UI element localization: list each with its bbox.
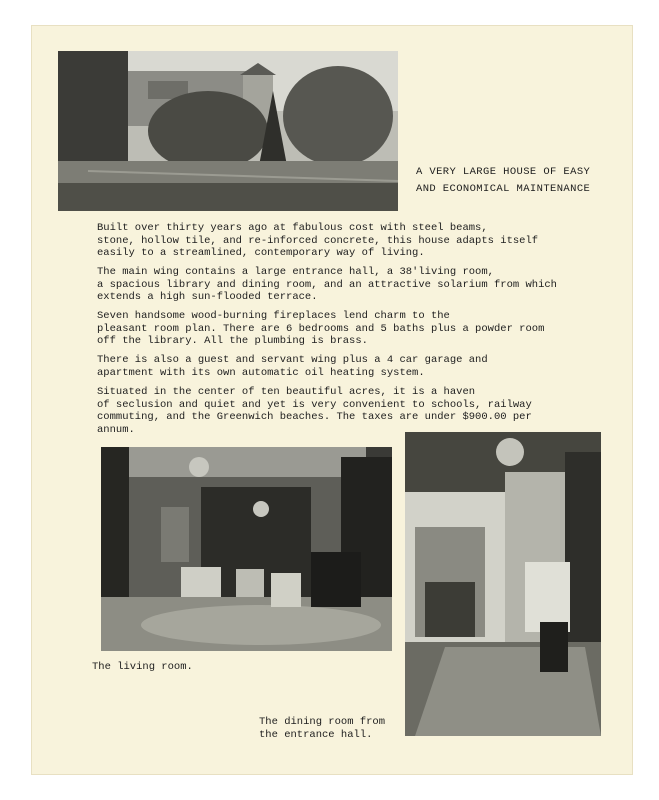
living-room-caption: The living room. [92,661,193,673]
living-room-photo [101,447,392,651]
description-paragraph-1: Built over thirty years ago at fabulous cost with steel beams, stone, hollow tile, and re-inforced concrete, this house adapts itself easily to a streamlined, contemporary way of living. [97,222,539,260]
listing-heading-line-2: AND ECONOMICAL MAINTENANCE [416,183,591,195]
dining-room-photo [405,432,601,736]
house-exterior-photo [58,51,398,211]
description-paragraph-5: Situated in the center of ten beautiful acres, it is a haven of seclusion and quiet and yet is very convenient to schools, railway commuting, and the Greenwich beaches. The taxes are under $900.00 per annum. [97,386,532,436]
listing-heading-line-1: A VERY LARGE HOUSE OF EASY [416,166,591,178]
description-paragraph-2: The main wing contains a large entrance hall, a 38'living room, a spacious library and dining room, and an attractive solarium from which extends a high sun-flooded terrace. [97,266,557,304]
description-paragraph-3: Seven handsome wood-burning fireplaces lend charm to the pleasant room plan. There are 6 bedrooms and 5 baths plus a powder room off the library. All the plumbing is brass. [97,310,545,348]
description-paragraph-4: There is also a guest and servant wing plus a 4 car garage and apartment with its own automatic oil heating system. [97,354,488,379]
dining-room-caption: The dining room from the entrance hall. [259,716,386,741]
